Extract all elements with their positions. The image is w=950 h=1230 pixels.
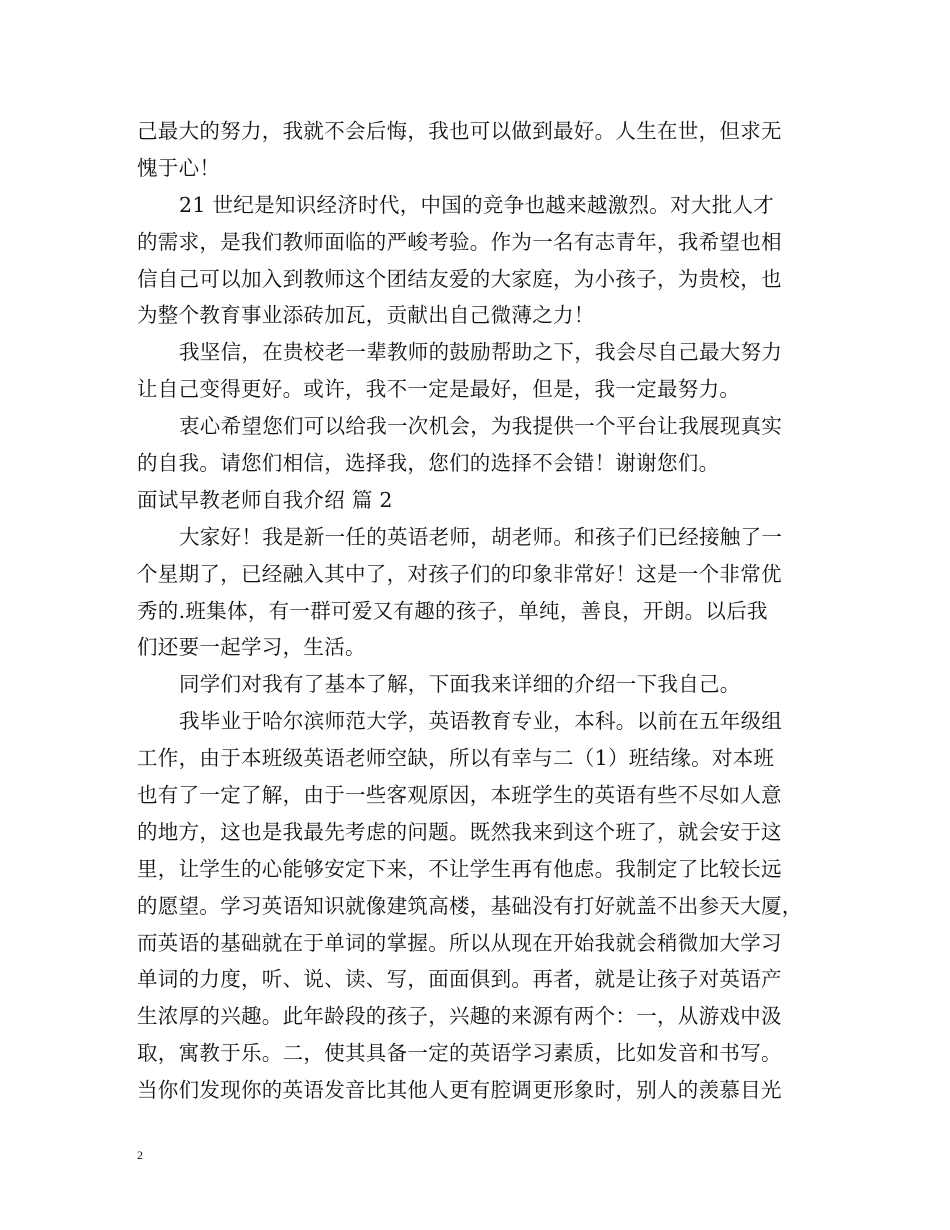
text-line: 而英语的基础就在于单词的掌握。所以从现在开始我就会稍微加大学习 — [137, 930, 782, 955]
text-line: 取，寓教于乐。二，使其具备一定的英语学习素质，比如发音和书写。 — [137, 1041, 782, 1066]
text-line: 里，让学生的心能够安定下来，不让学生再有他虑。我制定了比较长远 — [137, 856, 782, 881]
text-line: 信自己可以加入到教师这个团结友爱的大家庭，为小孩子，为贵校，也 — [137, 266, 782, 291]
paragraph-start: 衷心希望您们可以给我一次机会，为我提供一个平台让我展现真实 — [179, 414, 783, 439]
text-line: 秀的.班集体，有一群可爱又有趣的孩子，单纯，善良，开朗。以后我 — [137, 598, 768, 623]
paragraph-start: 我毕业于哈尔滨师范大学，英语教育专业，本科。以前在五年级组 — [179, 709, 783, 734]
paragraph-start: 大家好！我是新一任的英语老师，胡老师。和孩子们已经接触了一 — [179, 524, 783, 549]
text-line: 个星期了，已经融入其中了，对孩子们的印象非常好！这是一个非常优 — [137, 561, 782, 586]
text-line: 工作，由于本班级英语老师空缺，所以有幸与二（1）班结缘。对本班 — [137, 746, 775, 771]
text-line: 也有了一定了解，由于一些客观原因，本班学生的英语有些不尽如人意 — [137, 783, 782, 808]
text-line: 愧于心！ — [137, 155, 221, 180]
paragraph-start: 21 世纪是知识经济时代，中国的竞争也越来越激烈。对大批人才 — [179, 192, 775, 217]
text-line: 己最大的努力，我就不会后悔，我也可以做到最好。人生在世，但求无 — [137, 119, 782, 143]
text-line: 的需求，是我们教师面临的严峻考验。作为一名有志青年，我希望也相 — [137, 229, 782, 254]
text-line: 生浓厚的兴趣。此年龄段的孩子，兴趣的来源有两个：一，从游戏中汲 — [137, 1004, 782, 1029]
text-line: 单词的力度，听、说、读、写，面面俱到。再者，就是让孩子对英语产 — [137, 967, 782, 992]
text-line: 让自己变得更好。或许，我不一定是最好，但是，我一定最努力。 — [137, 377, 741, 402]
text-line: 的自我。请您们相信，选择我，您们的选择不会错！谢谢您们。 — [137, 451, 720, 476]
text-line: 为整个教育事业添砖加瓦，贡献出自己微薄之力！ — [137, 303, 595, 328]
paragraph-start: 我坚信，在贵校老一辈教师的鼓励帮助之下，我会尽自己最大努力 — [179, 340, 783, 365]
paragraph-start: 同学们对我有了基本了解，下面我来详细的介绍一下我自己。 — [179, 672, 741, 697]
text-line: 的地方，这也是我最先考虑的问题。既然我来到这个班了，就会安于这 — [137, 819, 782, 844]
section-heading: 面试早教老师自我介绍 篇 2 — [137, 487, 393, 512]
text-line: 的愿望。学习英语知识就像建筑高楼，基础没有打好就盖不出参天大厦， — [137, 893, 803, 918]
text-line: 当你们发现你的英语发音比其他人更有腔调更形象时，别人的羡慕目光 — [137, 1078, 782, 1103]
document-body — [137, 113, 813, 1109]
page-number: 2 — [137, 1148, 143, 1162]
text-line: 们还要一起学习，生活。 — [137, 635, 366, 660]
